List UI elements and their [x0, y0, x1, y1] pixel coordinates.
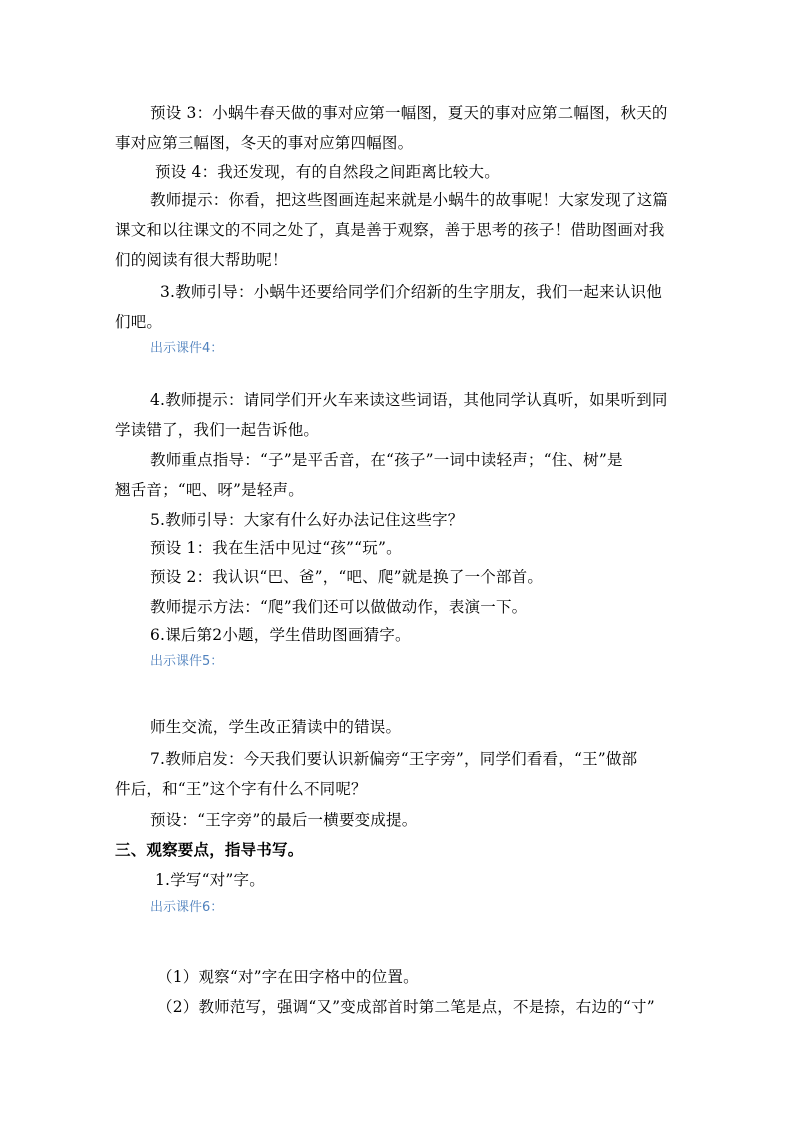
paragraph-line: 教师提示方法：“爬”我们还可以做做动作，表演一下。 — [150, 598, 528, 616]
courseware-label: 出示课件4： — [150, 341, 224, 356]
section-heading: 三、观察要点，指导书写。 — [115, 840, 304, 859]
paragraph-line: 学读错了，我们一起告诉他。 — [115, 421, 320, 439]
paragraph-line: 预设 3：小蜗牛春天做的事对应第一幅图，夏天的事对应第二幅图，秋天的 — [150, 104, 668, 122]
paragraph-line: 翘舌音；“吧、呀”是轻声。 — [115, 481, 304, 499]
paragraph-line: 件后，和“王”这个字有什么不同呢？ — [115, 780, 367, 798]
paragraph-line: 们吧。 — [115, 313, 163, 331]
paragraph-line: 4.教师提示：请同学们开火车来读这些词语，其他同学认真听，如果听到同 — [150, 391, 668, 409]
paragraph-line: 1.学写“对”字。 — [155, 871, 265, 889]
paragraph-line: 教师重点指导：“子”是平舌音，在“孩子”一词中读轻声；“住、树”是 — [150, 451, 623, 469]
courseware-label: 出示课件6： — [150, 900, 224, 915]
paragraph-line: 预设：“王字旁”的最后一横要变成提。 — [150, 811, 418, 829]
paragraph-line: （1）观察“对”字在田字格中的位置。 — [157, 968, 419, 986]
paragraph-line: 教师提示：你看，把这些图画连起来就是小蜗牛的故事呢！大家发现了这篇 — [150, 191, 669, 209]
paragraph-line: 课文和以往课文的不同之处了，真是善于观察，善于思考的孩子！借助图画对我 — [115, 221, 665, 239]
paragraph-line: 事对应第三幅图，冬天的事对应第四幅图。 — [115, 134, 414, 152]
paragraph-line: 5.教师引导：大家有什么好办法记住这些字？ — [150, 511, 464, 529]
paragraph-line: （2）教师范写，强调“又”变成部首时第二笔是点，不是捺，右边的“寸” — [157, 998, 655, 1016]
paragraph-line: 预设 4：我还发现，有的自然段之间距离比较大。 — [155, 163, 500, 181]
courseware-label: 出示课件5： — [150, 654, 224, 669]
paragraph-line: 们的阅读有很大帮助呢！ — [115, 251, 288, 269]
paragraph-line: 预设 2：我认识“巴、爸”，“吧、爬”就是换了一个部首。 — [150, 568, 544, 586]
paragraph-line: 师生交流，学生改正猜读中的错误。 — [150, 718, 402, 736]
paragraph-line: 7.教师启发：今天我们要认识新偏旁“王字旁”，同学们看看，“王”做部 — [150, 750, 638, 768]
paragraph-line: 预设 1：我在生活中见过“孩”“玩”。 — [150, 539, 402, 557]
paragraph-line: 3.教师引导：小蜗牛还要给同学们介绍新的生字朋友，我们一起来认识他 — [160, 283, 662, 301]
paragraph-line: 6.课后第2小题，学生借助图画猜字。 — [150, 626, 411, 644]
